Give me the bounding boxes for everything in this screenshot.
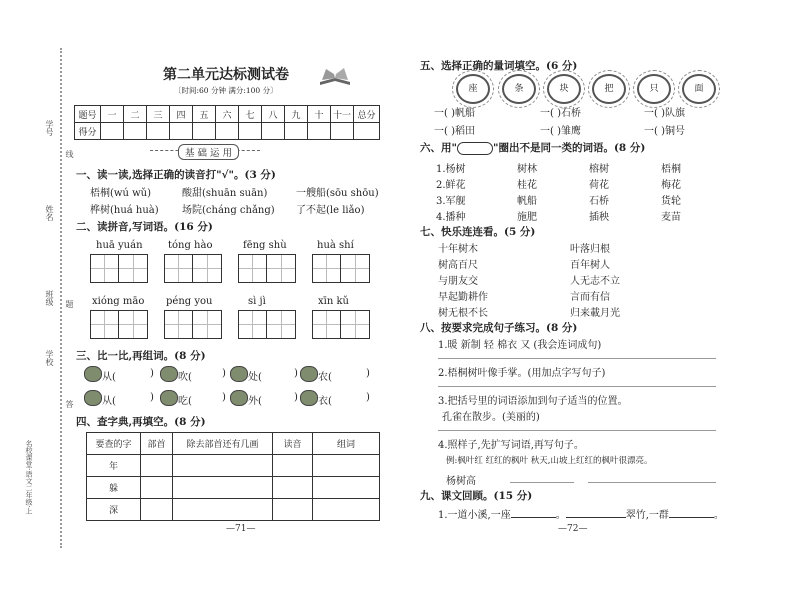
measure-word-flower: 块: [547, 74, 581, 104]
dict-cell[interactable]: [273, 499, 313, 521]
frog-icon: [84, 390, 102, 406]
pinyin-choice[interactable]: 酸甜(shuān suān): [182, 188, 268, 199]
word-option[interactable]: 麦苗: [661, 212, 681, 223]
score-cell[interactable]: [262, 123, 285, 140]
dict-char: 年: [87, 455, 141, 477]
word-option[interactable]: 石桥: [589, 196, 609, 207]
frog-icon: [160, 390, 178, 406]
dict-cell[interactable]: [313, 455, 380, 477]
score-head-cell: 二: [124, 106, 147, 123]
sentence-task-3-example: 孔雀在散步。(美丽的): [442, 412, 540, 423]
word-option[interactable]: 树林: [517, 164, 537, 175]
section-7-title: 七、快乐连连看。(5 分): [420, 226, 536, 238]
score-cell[interactable]: [147, 123, 170, 140]
word-option[interactable]: 榕树: [589, 164, 609, 175]
score-head-cell: 六: [216, 106, 239, 123]
dict-cell[interactable]: [141, 477, 173, 499]
pinyin-choice[interactable]: 了不起(le liǎo): [296, 205, 365, 216]
frog-icon: [230, 366, 248, 382]
section-6-title-a: 六、用": [420, 142, 457, 154]
dictionary-table: [86, 432, 380, 521]
pinyin-prompt: sì jì: [248, 296, 266, 307]
answer-line[interactable]: [438, 430, 716, 431]
section-6-title: [420, 140, 645, 155]
side-label-class: 班级: [45, 290, 54, 306]
sentence-task-3: 3.把括号里的词语添加到句子适当的位置。: [438, 396, 628, 407]
writing-grid[interactable]: [164, 310, 222, 339]
section-6-title-b: "圈出不是同一类的词语。(8 分): [492, 142, 646, 154]
circle-symbol: [457, 142, 493, 155]
dict-head: 读音: [273, 433, 313, 455]
recall-text: 。: [555, 510, 566, 521]
section-1-title: 一、读一读,选择正确的读音打"√"。(3 分): [76, 169, 276, 181]
sentence-task-2: 2.梧桐树叶像手掌。(用加点字写句子): [438, 368, 606, 379]
score-cell[interactable]: [308, 123, 331, 140]
score-head-cell: 题号: [75, 106, 101, 123]
measure-blank[interactable]: 一( )队旗: [644, 108, 685, 119]
exam-subtitle: 〔时间:60 分钟 满分:100 分〕: [174, 86, 278, 95]
side-label-school: 学校: [45, 350, 54, 366]
score-cell[interactable]: [331, 123, 354, 140]
page-number-right: —72—: [558, 524, 588, 534]
score-cell[interactable]: [193, 123, 216, 140]
side-label-student-id: 学号: [45, 120, 54, 136]
measure-word-flower: 把: [592, 74, 626, 104]
exam-title: 第二单元达标测试卷: [163, 67, 289, 83]
recall-blank[interactable]: [511, 508, 556, 518]
frog-icon: [300, 390, 318, 406]
dict-char: 躲: [87, 477, 141, 499]
pinyin-choice[interactable]: 场院(cháng chǎng): [182, 205, 275, 216]
compare-item[interactable]: 外(: [248, 396, 262, 407]
measure-blank[interactable]: 一( )帆船: [434, 108, 475, 119]
book-icon: [318, 66, 352, 86]
word-option[interactable]: 帆船: [517, 196, 537, 207]
dict-head: 部首: [141, 433, 173, 455]
compare-item[interactable]: 从(: [102, 372, 116, 383]
match-right-item[interactable]: 叶落归根: [570, 244, 610, 255]
dict-cell[interactable]: [173, 455, 273, 477]
score-head-cell: 一: [101, 106, 124, 123]
match-left-item[interactable]: 与朋友交: [438, 276, 478, 287]
recall-line-1: [438, 506, 724, 521]
recall-blank[interactable]: [669, 508, 714, 518]
dict-cell[interactable]: [141, 455, 173, 477]
score-head-cell: 总分: [354, 106, 380, 123]
section-9-title: 九、课文回顾。(15 分): [420, 490, 533, 502]
pinyin-prompt: tóng hào: [168, 240, 213, 251]
compare-item[interactable]: 从(: [102, 396, 116, 407]
match-left-item[interactable]: 早起勤耕作: [438, 292, 488, 303]
sentence-task-4-example: 例:枫叶红 红红的枫叶 秋天,山坡上红红的枫叶很漂亮。: [446, 456, 653, 466]
dict-cell[interactable]: [273, 477, 313, 499]
frog-icon: [300, 366, 318, 382]
match-left-item[interactable]: 树无根不长: [438, 308, 488, 319]
measure-word-flower: 面: [682, 74, 716, 104]
section-5-title: 五、选择正确的量词填空。(6 分): [420, 60, 578, 72]
answer-line[interactable]: [588, 482, 716, 483]
writing-grid[interactable]: [90, 310, 148, 339]
score-head-cell: 十一: [331, 106, 354, 123]
match-right-item[interactable]: 归来載月光: [570, 308, 620, 319]
dict-cell[interactable]: [313, 499, 380, 521]
dict-cell[interactable]: [173, 499, 273, 521]
score-cell[interactable]: [285, 123, 308, 140]
recall-text: 。: [713, 510, 724, 521]
side-label-name: 姓名: [45, 205, 54, 221]
word-option[interactable]: 2.鲜花: [436, 180, 466, 191]
frog-icon: [84, 366, 102, 382]
score-head-cell: 三: [147, 106, 170, 123]
word-option[interactable]: 3.军舰: [436, 196, 466, 207]
score-head-cell: 五: [193, 106, 216, 123]
score-head-cell: 四: [170, 106, 193, 123]
word-option[interactable]: 荷花: [589, 180, 609, 191]
dict-cell[interactable]: [313, 477, 380, 499]
score-table: [74, 105, 380, 140]
word-option[interactable]: 施肥: [517, 212, 537, 223]
match-right-item[interactable]: 人无志不立: [570, 276, 620, 287]
writing-grid[interactable]: [164, 254, 222, 283]
sentence-task-1: 1.暖 新制 轻 棉衣 又 (我会连词成句): [438, 340, 602, 351]
frog-icon: [160, 366, 178, 382]
section-3-title: 三、比一比,再组词。(8 分): [76, 350, 206, 362]
compare-item[interactable]: 农(: [318, 372, 332, 383]
pinyin-prompt: fēng shù: [243, 240, 287, 251]
measure-word-flower: 条: [502, 74, 536, 104]
word-option[interactable]: 插秧: [589, 212, 609, 223]
compare-item[interactable]: 吹(: [178, 372, 192, 383]
compare-item[interactable]: 衣(: [318, 396, 332, 407]
answer-line[interactable]: [510, 482, 574, 483]
score-head-cell: 八: [262, 106, 285, 123]
section-2-title: 二、读拼音,写词语。(16 分): [76, 221, 213, 233]
match-right-item[interactable]: 百年树人: [570, 260, 610, 271]
pinyin-choice[interactable]: 梧桐(wú wǔ): [90, 188, 151, 199]
word-option[interactable]: 1.杨树: [436, 164, 466, 175]
measure-blank[interactable]: 一( )铜号: [644, 126, 685, 137]
writing-grid[interactable]: [238, 310, 296, 339]
score-head-cell: 七: [239, 106, 262, 123]
recall-text: 1.一道小溪,一座: [438, 510, 511, 521]
score-cell[interactable]: [124, 123, 147, 140]
dict-cell[interactable]: [141, 499, 173, 521]
word-option[interactable]: 4.播种: [436, 212, 466, 223]
pinyin-choice[interactable]: 一艘船(sōu shōu): [296, 188, 379, 199]
writing-grid[interactable]: [312, 254, 370, 283]
pinyin-choice[interactable]: 桦树(huá huà): [90, 205, 159, 216]
recall-text: 翠竹,一群: [625, 510, 669, 521]
score-cell[interactable]: [170, 123, 193, 140]
measure-blank[interactable]: 一( )石桥: [540, 108, 581, 119]
writing-grid[interactable]: [238, 254, 296, 283]
spine-text: 名校课堂·语文二年级·上: [25, 440, 33, 515]
writing-grid[interactable]: [90, 254, 148, 283]
score-cell[interactable]: [216, 123, 239, 140]
dict-cell[interactable]: [273, 455, 313, 477]
answer-line[interactable]: [438, 358, 716, 359]
measure-word-flower: 座: [456, 74, 490, 104]
score-head-cell: 十: [308, 106, 331, 123]
frog-icon: [230, 390, 248, 406]
page-number-left: —71—: [226, 524, 256, 534]
match-left-item[interactable]: 树高百尺: [438, 260, 478, 271]
dict-head: 除去部首还有几画: [173, 433, 273, 455]
section-banner: 基 础 运 用: [178, 144, 239, 160]
word-option[interactable]: 桂花: [517, 180, 537, 191]
section-4-title: 四、查字典,再填空。(8 分): [76, 416, 206, 428]
sentence-task-4-word: 杨树高: [446, 476, 476, 487]
writing-grid[interactable]: [312, 310, 370, 339]
side-cut-line: 线: [65, 150, 74, 158]
binding-dotted-line: [60, 48, 62, 548]
dict-char: 深: [87, 499, 141, 521]
score-cell[interactable]: [354, 123, 380, 140]
word-option[interactable]: 货轮: [661, 196, 681, 207]
pinyin-prompt: péng you: [166, 296, 213, 307]
score-row-label: 得分: [75, 123, 101, 140]
score-cell[interactable]: [239, 123, 262, 140]
match-right-item[interactable]: 言而有信: [570, 292, 610, 303]
measure-blank[interactable]: 一( )稻田: [434, 126, 475, 137]
measure-word-flower: 只: [637, 74, 671, 104]
pinyin-prompt: xīn kǔ: [318, 296, 349, 307]
answer-line[interactable]: [438, 386, 716, 387]
recall-blank[interactable]: [566, 508, 626, 518]
side-answer-mark: 答: [65, 400, 74, 408]
section-8-title: 八、按要求完成句子练习。(8 分): [420, 322, 578, 334]
dict-cell[interactable]: [173, 477, 273, 499]
score-head-cell: 九: [285, 106, 308, 123]
compare-item[interactable]: 吃(: [178, 396, 192, 407]
dict-head: 组词: [313, 433, 380, 455]
word-option[interactable]: 梅花: [661, 180, 681, 191]
pinyin-prompt: xióng māo: [92, 296, 145, 307]
pinyin-prompt: huà shí: [317, 240, 354, 251]
sentence-task-4: 4.照样子,先扩写词语,再写句子。: [438, 440, 584, 451]
score-cell[interactable]: [101, 123, 124, 140]
compare-item[interactable]: 处(: [248, 372, 262, 383]
pinyin-prompt: huā yuán: [96, 240, 143, 251]
dict-head: 要查的字: [87, 433, 141, 455]
measure-blank[interactable]: 一( )雏鹰: [540, 126, 581, 137]
match-left-item[interactable]: 十年树木: [438, 244, 478, 255]
side-no-answer-mark: 题: [65, 300, 74, 308]
word-option[interactable]: 梧桐: [661, 164, 681, 175]
